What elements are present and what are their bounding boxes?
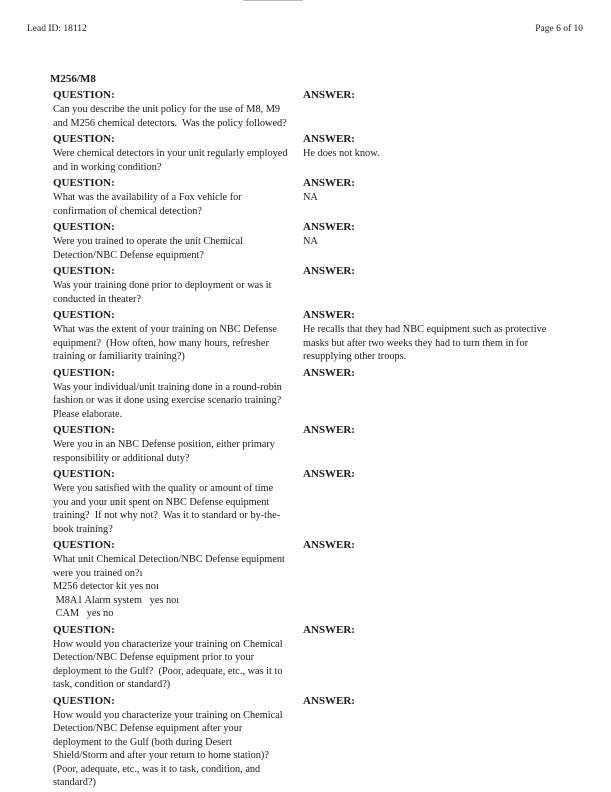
answer-text xyxy=(303,147,563,161)
answer-label: ANSWER: xyxy=(303,623,355,636)
question xyxy=(53,366,303,422)
text-line: standard?) xyxy=(53,777,96,788)
text-line: book training? xyxy=(53,523,113,535)
text-line: Please elaborate. xyxy=(53,408,123,420)
qa-row xyxy=(53,176,573,218)
answer-label: ANSWER: xyxy=(303,265,355,277)
text-line: you and your unit spent on NBC Defense equipment xyxy=(53,496,270,508)
answer-text xyxy=(303,191,563,205)
question-label: QUESTION: xyxy=(53,221,115,233)
question xyxy=(53,88,303,130)
qa-row xyxy=(53,132,573,174)
page-number: Page 6 of 10 xyxy=(535,24,583,34)
question-text xyxy=(53,438,303,465)
text-line: Were you trained to operate the unit Chemical xyxy=(53,236,243,247)
text-line: fashion or was it done using exercise scenario training? xyxy=(53,395,282,406)
text-line: Were you satisfied with the quality or amount of time xyxy=(53,483,274,494)
answer xyxy=(303,467,563,536)
question xyxy=(53,132,303,174)
text-line: Shield/Storm and after your return to home station)? xyxy=(53,750,269,761)
answer-label: ANSWER: xyxy=(303,309,355,321)
answer xyxy=(303,220,563,262)
text-line: What was the extent of your training on NBC Defense xyxy=(53,324,277,335)
text-line: What was the availability of a Fox vehicle for xyxy=(53,192,242,203)
text-line: Detection/NBC Defense equipment prior to your xyxy=(53,652,255,663)
text-line: task, condition or standard?) xyxy=(53,679,171,690)
answer-label: ANSWER: xyxy=(303,694,355,707)
text-line: deployment to the Gulf (both during Desert xyxy=(53,736,233,748)
question-text xyxy=(53,381,303,422)
text-line: training? If not why not? Was it to standard or by-the- xyxy=(53,510,281,521)
question xyxy=(53,538,303,621)
scan-artifact-line xyxy=(243,0,303,1)
text-line: training or familiarity training?) xyxy=(53,351,185,362)
qa-row xyxy=(53,623,573,692)
qa-row xyxy=(53,467,573,536)
question xyxy=(53,264,303,306)
question-label: QUESTION: xyxy=(53,424,115,436)
question-label: QUESTION: xyxy=(53,177,115,189)
text-line: He recalls that they had NBC equipment such as protective xyxy=(303,324,547,335)
text-line: were you trained on?ı xyxy=(53,567,143,579)
question-label: QUESTION: xyxy=(53,133,115,145)
answer xyxy=(303,623,563,692)
qa-row xyxy=(53,694,573,790)
text-line: Were chemical detectors in your unit regularly employed xyxy=(53,148,288,159)
question-label: QUESTION: xyxy=(53,539,115,551)
answer-label: ANSWER: xyxy=(303,539,355,551)
answer-text xyxy=(303,235,563,249)
text-line: confirmation of chemical detection? xyxy=(53,205,202,217)
question-text xyxy=(53,235,303,262)
answer xyxy=(303,132,563,174)
text-line: (Poor, adequate, etc., was it to task, condition, and xyxy=(53,763,261,775)
answer-label: ANSWER: xyxy=(303,366,355,379)
question-text xyxy=(53,482,303,536)
question-label: QUESTION: xyxy=(53,623,115,636)
question xyxy=(53,623,303,692)
text-line: Can you describe the unit policy for the use of M8, M9 xyxy=(53,104,281,115)
qa-row xyxy=(53,264,573,306)
text-line: NA xyxy=(303,236,318,247)
qa-row xyxy=(53,538,573,621)
answer-label: ANSWER: xyxy=(303,468,355,480)
text-line: masks but after two weeks they had to turn them in for xyxy=(303,337,529,349)
answer xyxy=(303,176,563,218)
question-label: QUESTION: xyxy=(53,366,115,379)
answer-label: ANSWER: xyxy=(303,89,355,101)
answer xyxy=(303,88,563,130)
qa-row xyxy=(53,308,573,364)
question-label: QUESTION: xyxy=(53,694,115,707)
text-line: M256 detector kit yes noı xyxy=(53,581,159,592)
question xyxy=(53,423,303,465)
text-line: Detection/NBC Defense equipment? xyxy=(53,249,204,261)
text-line: NA xyxy=(303,192,318,203)
answer-label: ANSWER: xyxy=(303,177,355,189)
answer xyxy=(303,264,563,306)
answer-label: ANSWER: xyxy=(303,133,355,145)
text-line: How would you characterize your training on Chemical xyxy=(53,638,283,650)
answer xyxy=(303,308,563,364)
text-line: Were you in an NBC Defense position, either primary xyxy=(53,439,275,450)
answer-label: ANSWER: xyxy=(303,221,355,233)
text-line: conducted in theater? xyxy=(53,293,142,305)
answer xyxy=(303,423,563,465)
text-line: resupplying other troops. xyxy=(303,351,407,362)
question xyxy=(53,308,303,364)
text-line: How would you characterize your training on Chemical xyxy=(53,709,283,721)
answer-text xyxy=(303,323,563,364)
question-label: QUESTION: xyxy=(53,309,115,321)
qa-row xyxy=(53,88,573,130)
question xyxy=(53,694,303,790)
text-line: and M256 chemical detectors. Was the policy followed? xyxy=(53,117,287,129)
question-text xyxy=(53,147,303,174)
qa-row xyxy=(53,423,573,465)
question-label: QUESTION: xyxy=(53,468,115,480)
question xyxy=(53,467,303,536)
question-text xyxy=(53,709,303,790)
text-line: What unit Chemical Detection/NBC Defense equipment xyxy=(53,554,285,565)
section-title: M256/M8 xyxy=(50,73,96,85)
answer xyxy=(303,366,563,422)
text-line: Detection/NBC Defense equipment after your xyxy=(53,723,243,734)
answer xyxy=(303,538,563,621)
question xyxy=(53,220,303,262)
question-text xyxy=(53,553,303,621)
text-line: Was your individual/unit training done in a round-robin xyxy=(53,381,282,393)
text-line: and in working condition? xyxy=(53,161,162,173)
question-text xyxy=(53,638,303,692)
question-text xyxy=(53,279,303,306)
qa-row xyxy=(53,366,573,422)
text-line: responsibility or additional duty? xyxy=(53,452,190,464)
text-line: deployment to the Gulf? (Poor, adequate, etc., was it to xyxy=(53,665,283,677)
question-label: QUESTION: xyxy=(53,89,115,101)
question-text xyxy=(53,103,303,130)
text-line: CAM yes no xyxy=(53,608,114,619)
question-answer-list xyxy=(53,88,573,792)
text-line: M8A1 Alarm system yes noı xyxy=(53,594,180,606)
text-line: He does not know. xyxy=(303,148,380,159)
answer-label: ANSWER: xyxy=(303,424,355,436)
text-line: Was your training done prior to deployment or was it xyxy=(53,280,272,291)
answer xyxy=(303,694,563,790)
lead-id: Lead ID: 18112 xyxy=(27,24,87,34)
question xyxy=(53,176,303,218)
question-text xyxy=(53,323,303,364)
qa-row xyxy=(53,220,573,262)
question-text xyxy=(53,191,303,218)
text-line: equipment? (How often, how many hours, refresher xyxy=(53,337,269,349)
question-label: QUESTION: xyxy=(53,265,115,277)
